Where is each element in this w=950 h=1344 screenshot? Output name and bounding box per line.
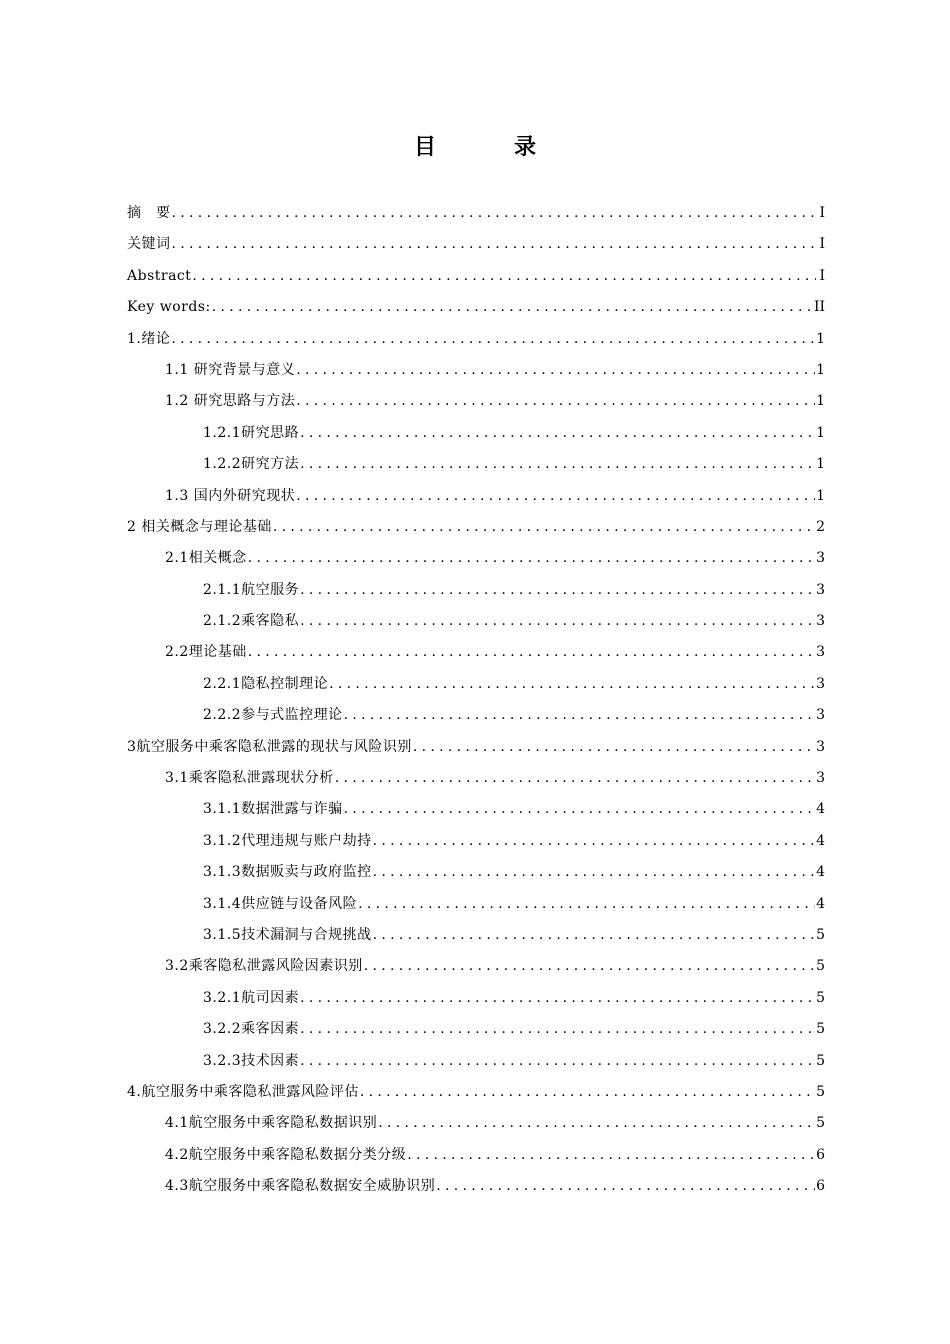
- toc-entry-page-number: 3: [816, 675, 825, 692]
- toc-entry-page-number: 3: [816, 581, 825, 598]
- toc-entry-page-number: II: [813, 299, 825, 316]
- toc-entry-page-number: I: [819, 267, 825, 284]
- toc-entry[interactable]: [127, 1171, 825, 1202]
- toc-entry-page-number: 5: [816, 1052, 825, 1069]
- toc-entry-label: 3航空服务中乘客隐私泄露的现状与风险识别: [127, 738, 412, 755]
- toc-dot-leader: [172, 198, 817, 229]
- toc-entry-label: 3.1.5技术漏洞与合规挑战: [203, 926, 372, 943]
- toc-entry-label: 1.2 研究思路与方法: [165, 393, 296, 410]
- toc-entry-page-number: 4: [816, 895, 825, 912]
- toc-entry[interactable]: [127, 324, 825, 355]
- toc-dot-leader: [296, 355, 815, 386]
- toc-entry-label: 2.2理论基础: [165, 644, 247, 661]
- toc-entry-page-number: 1: [816, 487, 825, 504]
- toc-entry[interactable]: [127, 418, 825, 449]
- toc-entry[interactable]: [127, 951, 825, 982]
- toc-entry-page-number: 3: [816, 644, 825, 661]
- toc-entry[interactable]: [127, 1046, 825, 1077]
- toc-dot-leader: [300, 575, 815, 606]
- toc-entry-page-number: 1: [816, 424, 825, 441]
- toc-entry[interactable]: [127, 543, 825, 574]
- toc-entry[interactable]: [127, 983, 825, 1014]
- toc-entry-page-number: 3: [816, 738, 825, 755]
- toc-dot-leader: [296, 481, 815, 512]
- toc-dot-leader: [373, 920, 815, 951]
- toc-entry-page-number: 4: [816, 832, 825, 849]
- toc-entry[interactable]: [127, 198, 825, 229]
- toc-entry-label: 关键词: [127, 236, 171, 253]
- toc-entry[interactable]: [127, 920, 825, 951]
- toc-entry-page-number: 5: [816, 1115, 825, 1132]
- toc-dot-leader: [300, 606, 815, 637]
- toc-entry-page-number: 1: [816, 330, 825, 347]
- toc-dot-leader: [248, 637, 815, 668]
- toc-entry-label: 3.1.2代理违规与账户劫持: [203, 832, 372, 849]
- toc-entry-label: 3.2.1航司因素: [203, 989, 300, 1006]
- toc-entry-page-number: 5: [816, 989, 825, 1006]
- toc-entry-page-number: 6: [816, 1178, 825, 1195]
- toc-dot-leader: [172, 229, 817, 260]
- toc-entry-page-number: I: [819, 205, 825, 221]
- toc-dot-leader: [273, 512, 815, 543]
- toc-entry[interactable]: [127, 355, 825, 386]
- toc-entry-label: 3.2.3技术因素: [203, 1052, 300, 1069]
- toc-entry-label: 1.1 研究背景与意义: [165, 361, 296, 378]
- toc-dot-leader: [364, 951, 815, 982]
- toc-entry-page-number: 4: [816, 864, 825, 881]
- toc-dot-leader: [300, 983, 815, 1014]
- toc-entry-page-number: 5: [816, 926, 825, 943]
- toc-entry-label: 3.1.1数据泄露与诈骗: [203, 801, 343, 818]
- toc-entry-label: 1.3 国内外研究现状: [165, 487, 296, 504]
- toc-entry-page-number: 5: [816, 1083, 825, 1100]
- toc-entry[interactable]: [127, 606, 825, 637]
- toc-entry[interactable]: [127, 292, 825, 323]
- toc-entry-label: 2.1相关概念: [165, 550, 247, 567]
- toc-entry-label: 4.航空服务中乘客隐私泄露风险评估: [127, 1083, 359, 1100]
- toc-dot-leader: [358, 889, 815, 920]
- toc-dot-leader: [300, 1014, 815, 1045]
- toc-entry-page-number: 6: [816, 1146, 825, 1163]
- toc-dot-leader: [360, 1077, 815, 1108]
- toc-entry-label: Abstract: [127, 267, 192, 284]
- toc-dot-leader: [373, 826, 815, 857]
- toc-entry-page-number: 5: [816, 1021, 825, 1038]
- toc-entry-label: 2.2.1隐私控制理论: [203, 675, 329, 692]
- toc-dot-leader: [171, 324, 815, 355]
- toc-entry-label: 3.2乘客隐私泄露风险因素识别: [165, 958, 363, 975]
- toc-entry[interactable]: [127, 575, 825, 606]
- toc-entry-label: Key words:: [127, 299, 211, 316]
- toc-dot-leader: [436, 1171, 815, 1202]
- toc-entry[interactable]: [127, 889, 825, 920]
- toc-entry-label: 4.3航空服务中乘客隐私数据安全威胁识别: [165, 1178, 436, 1195]
- toc-entry[interactable]: [127, 826, 825, 857]
- toc-entry[interactable]: [127, 669, 825, 700]
- toc-entry-page-number: 5: [816, 958, 825, 975]
- toc-entry[interactable]: [127, 1077, 825, 1108]
- toc-entry-label: 摘 要: [127, 205, 171, 221]
- toc-entry-label: 2 相关概念与理论基础: [127, 518, 272, 535]
- toc-entry[interactable]: [127, 1108, 825, 1139]
- toc-dot-leader: [300, 418, 815, 449]
- toc-entry[interactable]: [127, 1140, 825, 1171]
- toc-entry-label: 3.1乘客隐私泄露现状分析: [165, 770, 334, 787]
- toc-entry[interactable]: [127, 794, 825, 825]
- toc-entry-label: 4.1航空服务中乘客隐私数据识别: [165, 1115, 378, 1132]
- toc-entry-label: 3.1.3数据贩卖与政府监控: [203, 864, 372, 881]
- toc-dot-leader: [248, 543, 815, 574]
- toc-entry-page-number: I: [819, 236, 825, 253]
- toc-entry-label: 3.2.2乘客因素: [203, 1021, 300, 1038]
- toc-entry-page-number: 3: [816, 707, 825, 724]
- toc-dot-leader: [335, 763, 815, 794]
- toc-entry[interactable]: [127, 700, 825, 731]
- toc-dot-leader: [192, 261, 816, 292]
- toc-dot-leader: [407, 1140, 815, 1171]
- toc-entry-label: 2.1.2乘客隐私: [203, 613, 300, 630]
- toc-entry-page-number: 3: [816, 770, 825, 787]
- toc-dot-leader: [378, 1108, 815, 1139]
- toc-entry-label: 1.2.1研究思路: [203, 424, 300, 441]
- toc-entry[interactable]: [127, 481, 825, 512]
- toc-dot-leader: [300, 1046, 815, 1077]
- toc-entry[interactable]: [127, 512, 825, 543]
- toc-entry-label: 2.2.2参与式监控理论: [203, 707, 343, 724]
- toc-entry[interactable]: [127, 449, 825, 480]
- toc-entry[interactable]: [127, 732, 825, 763]
- toc-entry-page-number: 1: [816, 361, 825, 378]
- toc-entry-page-number: 3: [816, 613, 825, 630]
- toc-entry[interactable]: [127, 763, 825, 794]
- toc-entry[interactable]: [127, 386, 825, 417]
- toc-entry-page-number: 1: [816, 393, 825, 410]
- toc-dot-leader: [373, 857, 815, 888]
- toc-entry-page-number: 3: [816, 550, 825, 567]
- toc-entry[interactable]: [127, 637, 825, 668]
- toc-entry-page-number: 2: [816, 518, 825, 535]
- toc-title: 目 录: [413, 135, 564, 160]
- toc-dot-leader: [296, 386, 815, 417]
- toc-entry-label: 1.2.2研究方法: [203, 456, 300, 473]
- toc-dot-leader: [344, 700, 815, 731]
- toc-entry[interactable]: [127, 857, 825, 888]
- toc-dot-leader: [413, 732, 815, 763]
- toc-entry-label: 2.1.1航空服务: [203, 581, 300, 598]
- toc-dot-leader: [212, 292, 813, 323]
- toc-entry-page-number: 4: [816, 801, 825, 818]
- toc-entry[interactable]: [127, 1014, 825, 1045]
- toc-dot-leader: [300, 449, 815, 480]
- toc-entry-label: 3.1.4供应链与设备风险: [203, 895, 358, 912]
- toc-entry[interactable]: [127, 229, 825, 260]
- toc-entry-label: 4.2航空服务中乘客隐私数据分类分级: [165, 1146, 407, 1163]
- toc-entry-label: 1.绪论: [127, 330, 171, 347]
- toc-list: [127, 198, 825, 1203]
- toc-dot-leader: [344, 794, 815, 825]
- toc-dot-leader: [329, 669, 815, 700]
- toc-entry-page-number: 1: [816, 456, 825, 473]
- toc-entry[interactable]: [127, 261, 825, 292]
